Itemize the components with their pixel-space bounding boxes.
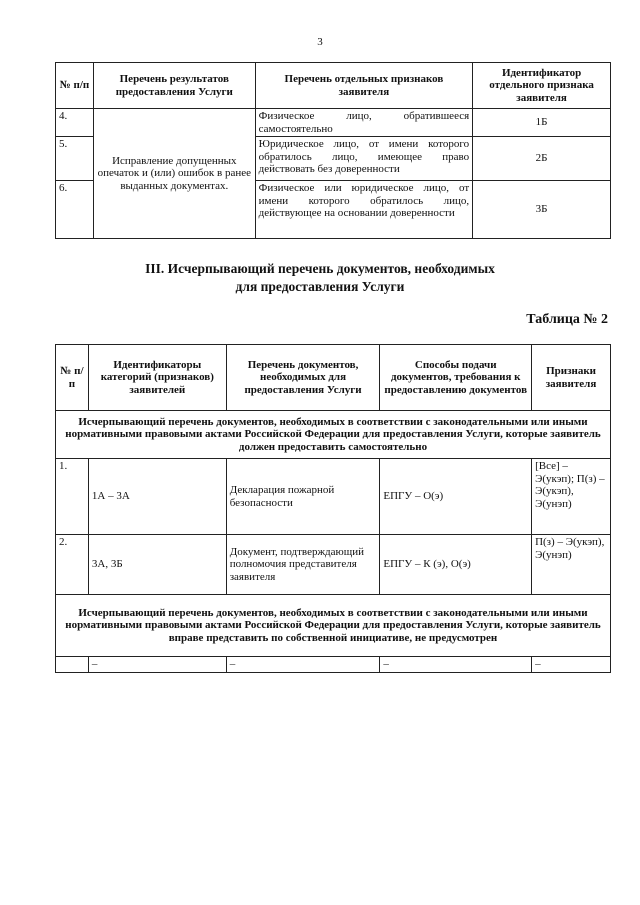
table-row <box>56 459 611 535</box>
row-number: 4. <box>56 109 94 137</box>
header-documents: Перечень документов, необходимых для предоставления Услуги <box>226 345 380 411</box>
header-sign-id: Идентификатор отдельного признака заявителя <box>473 63 611 109</box>
documents-table <box>55 344 611 673</box>
section-title-line-1: III. Исчерпывающий перечень документов, необходимых <box>145 261 495 276</box>
document-cell: Документ, подтверждающий полномочия представителя заявителя <box>226 535 380 595</box>
header-results: Перечень результатов предоставления Услуги <box>93 63 255 109</box>
signs-cell: – <box>532 657 611 673</box>
result-cell <box>93 109 255 239</box>
row-number: 2. <box>56 535 89 595</box>
table-label: Таблица № 2 <box>526 312 608 327</box>
sign-id-cell: 2Б <box>473 137 611 181</box>
sign-cell: Физическое лицо, обратившееся самостоятельно <box>255 109 473 137</box>
results-table <box>55 62 611 239</box>
sign-id-cell: 1Б <box>473 109 611 137</box>
row-number: 1. <box>56 459 89 535</box>
sign-id-cell: 3Б <box>473 181 611 239</box>
signs-cell: П(з) – Э(укэп), Э(унэп) <box>532 535 611 595</box>
header-submission-methods: Способы подачи документов, требования к предоставлению документов <box>380 345 532 411</box>
group-title-row <box>56 595 611 657</box>
document-cell: – <box>226 657 380 673</box>
header-category-ids: Идентификаторы категорий (признаков) заявителей <box>88 345 226 411</box>
header-number: № п/п <box>56 345 89 411</box>
category-ids-cell: 3А, 3Б <box>88 535 226 595</box>
sign-cell: Юридическое лицо, от имени которого обратилось лицо, имеющее право действовать без доверенности <box>255 137 473 181</box>
row-number <box>56 657 89 673</box>
header-applicant-signs: Признаки заявителя <box>532 345 611 411</box>
row-number: 5. <box>56 137 94 181</box>
result-text: Исправление допущенных опечаток и (или) ошибок в ранее выданных документах. <box>97 154 251 192</box>
group-title-optional: Исчерпывающий перечень документов, необходимых в соответствии с законодательными или иными нормативными правовыми актами Российской Федерации для предоставления Услуги, которые заявитель вправе представить по собственной инициативе, не предусмотрен <box>56 595 611 657</box>
table-row <box>56 109 611 137</box>
section-title <box>0 260 640 296</box>
document-cell: Декларация пожарной безопасности <box>226 459 380 535</box>
sign-cell: Физическое или юридическое лицо, от имени которого обратилось лицо, действующее на основании доверенности <box>255 181 473 239</box>
signs-cell: [Все] – Э(укэп); П(з) – Э(укэп), Э(унэп) <box>532 459 611 535</box>
method-cell: ЕПГУ – К (э), О(э) <box>380 535 532 595</box>
header-number: № п/п <box>56 63 94 109</box>
table-header-row <box>56 63 611 109</box>
method-cell: ЕПГУ – О(э) <box>380 459 532 535</box>
row-number: 6. <box>56 181 94 239</box>
page-number: 3 <box>317 36 323 48</box>
method-cell: – <box>380 657 532 673</box>
table-row <box>56 535 611 595</box>
section-title-line-2: для предоставления Услуги <box>235 279 405 294</box>
category-ids-cell: – <box>88 657 226 673</box>
group-title-mandatory: Исчерпывающий перечень документов, необходимых в соответствии с законодательными или иными нормативными правовыми актами Российской Федерации для предоставления Услуги, которые заявитель должен предоставить самостоятельно <box>56 411 611 459</box>
group-title-row <box>56 411 611 459</box>
header-signs: Перечень отдельных признаков заявителя <box>255 63 473 109</box>
table-row <box>56 657 611 673</box>
category-ids-cell: 1А – 3А <box>88 459 226 535</box>
table-header-row <box>56 345 611 411</box>
